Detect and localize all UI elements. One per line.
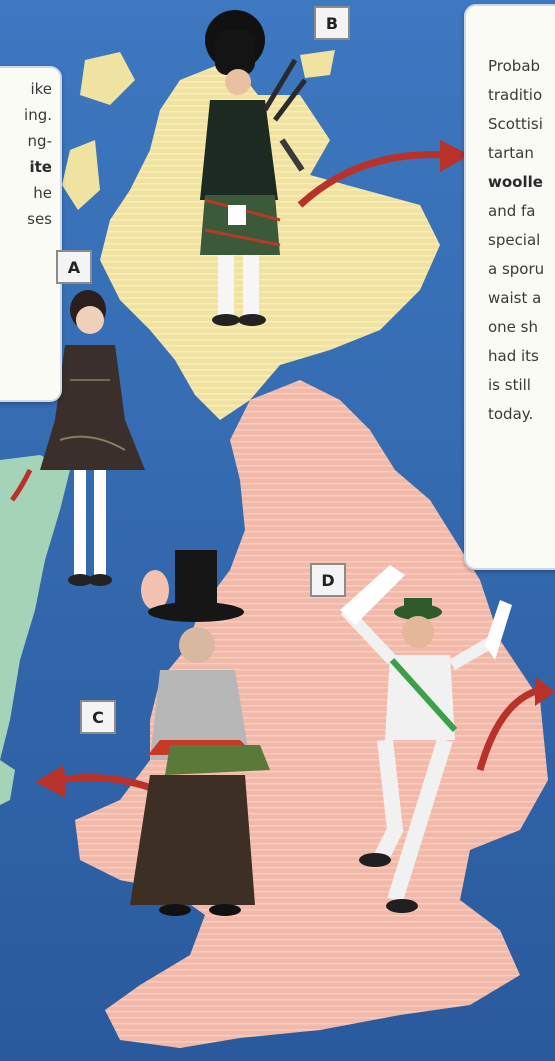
right-text-line: traditio [488, 86, 543, 104]
label-b: B [314, 6, 350, 40]
right-text-line: a sporu [488, 260, 545, 278]
right-text-line: is still [488, 376, 531, 394]
right-text-panel [464, 4, 555, 570]
right-text-line: tartan [488, 144, 534, 162]
left-text-line: ike [30, 80, 52, 98]
left-text-line: he [33, 184, 52, 202]
right-text-line: one sh [488, 318, 539, 336]
right-text-line: special [488, 231, 541, 249]
right-text-line: and fa [488, 202, 536, 220]
left-text-line: ng- [27, 132, 52, 150]
label-d: D [310, 563, 346, 597]
left-text-line: ses [27, 210, 52, 228]
label-a: A [56, 250, 92, 284]
right-text-line: waist a [488, 289, 542, 307]
right-text-line: Probab [488, 57, 541, 75]
right-text-line: had its [488, 347, 539, 365]
left-text-line: ite [29, 158, 52, 176]
right-text-line: Scottisi [488, 115, 543, 133]
right-text-line: woolle [488, 173, 543, 191]
right-text-line: today. [488, 405, 534, 423]
left-text-panel [0, 66, 62, 402]
isle-of-man [141, 570, 169, 610]
label-c: C [80, 700, 116, 734]
left-text-line: ing. [24, 106, 52, 124]
